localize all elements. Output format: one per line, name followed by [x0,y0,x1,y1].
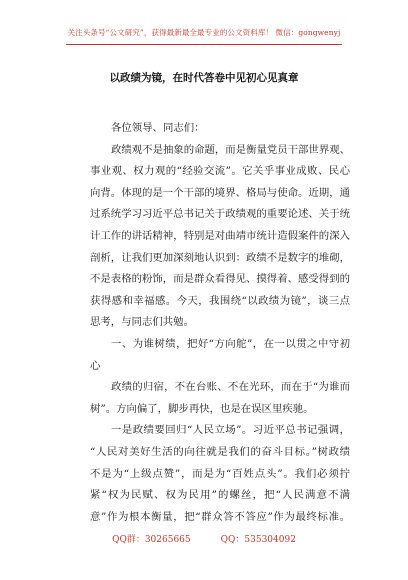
document-title: 以政绩为镜，在时代答卷中见初心见真章 [109,72,299,84]
body-line: 思考，与同志们共勉。 [90,316,194,329]
salutation-line: 各位领导、同志们： [111,122,205,134]
body-line: 意”作为根本衡量，把“群众答不答应”作为最终标准。 [90,510,350,523]
body-line: 剖析，让我们更加深刻地认识到：政绩不是数字的堆砌， [90,251,350,264]
section-heading-line: 心 [90,359,101,372]
body-line: 紧“权为民赋、权为民用”的螺丝，把“人民满意不满 [90,489,350,502]
footer-banner [0,532,408,545]
body-line: 过系统学习习近平总书记关于政绩观的重要论述、关于统 [90,208,350,221]
body-line: 事业观、权力观的“经验交流”。它关乎事业成败、民心 [90,165,350,178]
body-line: 不是为“上级点赞”，而是为“百姓点头”。我们必须拧 [90,467,350,480]
body-line: 计工作的讲话精神，特别是对曲靖市统计造假案件的深入 [90,229,350,242]
header-divider [66,44,342,45]
footer-qq-group: QQ群：30265665 [112,535,191,545]
document-body [90,118,350,528]
body-line: 向背。体现的是一个干部的境界、格局与使命。近期，通 [90,186,350,199]
body-line: 获得感和幸福感。今天，我围绕“以政绩为镜”，谈三点 [90,294,350,307]
body-line: 不是表格的粉饰，而是群众看得见、摸得着、感受得到的 [90,273,350,286]
header-banner: 关注头条号“公文研究”，获得最新最全最专业的公文资料库！ 微信：gongwenyj [67,28,341,37]
body-line: 政绩的归宿，不在台账、不在光环，而在于“为谁而 [111,381,350,394]
body-line: 政绩观不是抽象的命题，而是衡量党员干部世界观、 [111,143,350,156]
body-line: 一是政绩要回归“人民立场”。习近平总书记强调， [111,424,350,437]
section-heading-line: 一、为谁树绩，把好“方向舵”，在一以贯之中守初 [111,337,350,350]
body-line: 树”。方向偏了，脚步再快，也是在误区里疾驰。 [90,402,314,415]
body-line: “人民对美好生活的向往就是我们的奋斗目标。”树政绩 [90,445,350,458]
footer-qq: QQ：535304092 [220,535,296,545]
